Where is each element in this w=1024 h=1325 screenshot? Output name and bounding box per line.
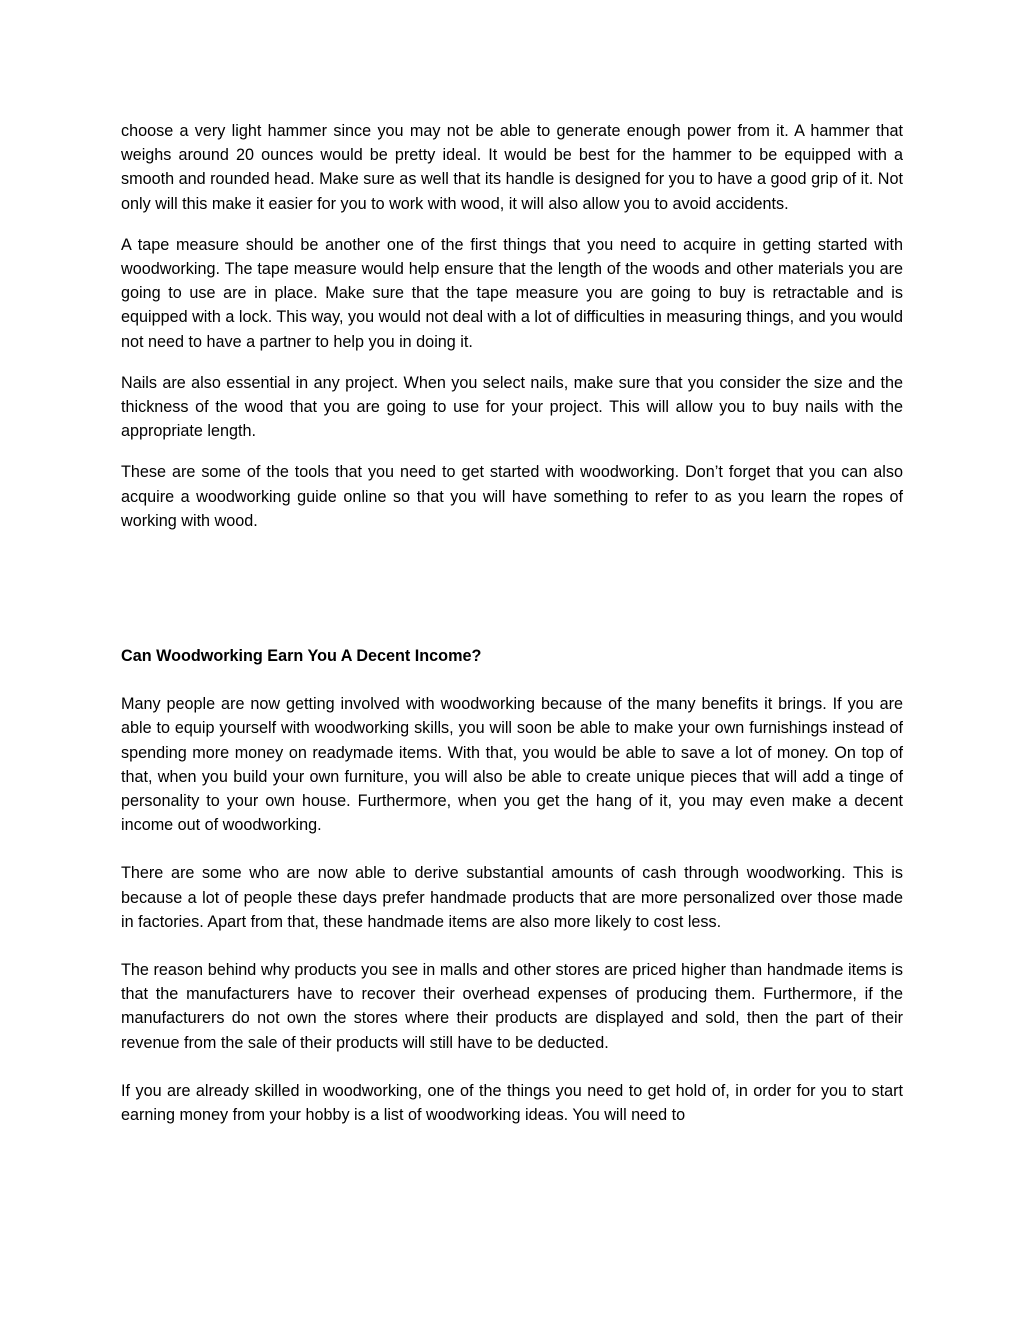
paragraph-woodworking-ideas: If you are already skilled in woodworking, one of the things you need to get hold of, in order for you to start earning money from your hobby is a list of woodworking ideas. You will need to <box>121 1081 903 1125</box>
page-content <box>121 119 903 1151</box>
tools-section <box>121 119 903 533</box>
paragraph-pricing: The reason behind why products you see in malls and other stores are priced higher than handmade items is that the manufacturers have to recover their overhead expenses of producing them. Furthermore, if the manufacturers do not own the stores where their products are displayed and sold, then the part of their revenue from the sale of their products will still have to be deducted. <box>121 961 903 1052</box>
paragraph-tools-summary: These are some of the tools that you need to get started with woodworking. Don’t forget that you can also acquire a woodworking guide online so that you will have something to refer to as you learn the ropes of working with wood. <box>121 463 903 530</box>
paragraph-hammer: choose a very light hammer since you may not be able to generate enough power from it. A hammer that weighs around 20 ounces would be pretty ideal. It would be best for the hammer to be equipped with a smooth and rounded head. Make sure as well that its handle is designed for you to have a good grip of it. Not only will this make it easier for you to work with wood, it will also allow you to avoid accidents. <box>121 122 903 213</box>
paragraph-nails: Nails are also essential in any project. When you select nails, make sure that you consider the size and the thickness of the wood that you are going to use for your project. This will allow you to buy nails with the appropriate length. <box>121 373 903 441</box>
paragraph-handmade-demand: There are some who are now able to derive substantial amounts of cash through woodworking. This is because a lot of people these days prefer handmade products that are more personalized over those made in factories. Apart from that, these handmade items are also more likely to cost less. <box>121 864 903 931</box>
paragraph-benefits: Many people are now getting involved with woodworking because of the many benefits it brings. If you are able to equip yourself with woodworking skills, you will soon be able to make your own furnishings instead of spending more money on readymade items. With that, you would be able to save a lot of money. On top of that, when you build your own furniture, you will also be able to create unique pieces that will add a tinge of personality to your own house. Furthermore, when you get the hang of it, you may even make a decent income out of woodworking. <box>121 695 903 835</box>
section-heading: Can Woodworking Earn You A Decent Income? <box>121 647 482 666</box>
paragraph-tape-measure: A tape measure should be another one of the first things that you need to acquire in getting started with woodworking. The tape measure would help ensure that the length of the woods and other materials you are going to use are in place. Make sure that the tape measure you are going to buy is retractable and is equipped with a lock. This way, you would not deal with a lot of difficulties in measuring things, and you would not need to have a partner to help you in doing it. <box>121 235 903 351</box>
section-gap <box>121 550 903 644</box>
income-section <box>121 644 903 1127</box>
